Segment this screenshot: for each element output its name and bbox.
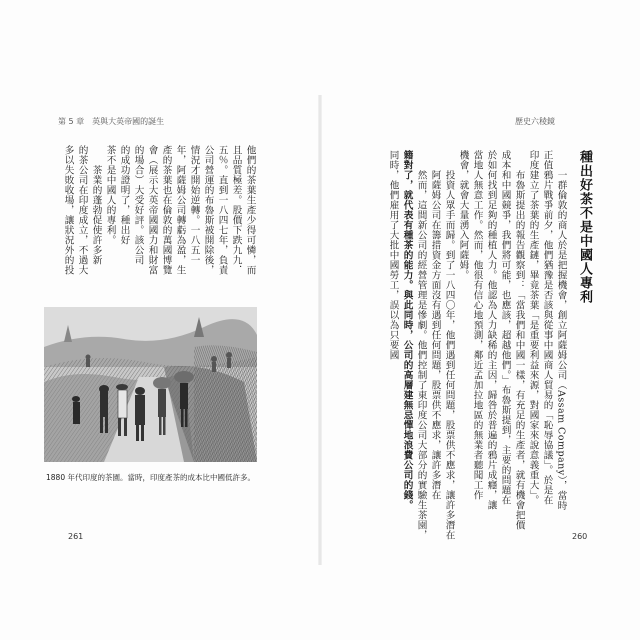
right-text-column: 正值鴉片戰爭前夕，他們猶豫是否該與從事中國商人貿易的「恥辱協議」。於是在 <box>541 150 553 506</box>
tea-plantation-engraving-icon <box>44 307 257 462</box>
right-text-column: 籍對了，就代表有種茶的能力。與此同時，公司的高層建無忌憚地浪費公司的錢。 <box>401 150 413 510</box>
right-text-column: 投資人眾手而歸。到了一八四〇年，他們遇到任何問題，股票供不應求，讓許多潛在 <box>443 150 455 540</box>
left-text-column: 的場合）大受好評。該公司 <box>132 145 144 265</box>
left-text-column: 且品質極差。股價下跌九九． <box>230 145 242 275</box>
section-title: 種出好茶不是中國人專利 <box>577 150 592 304</box>
right-text-column: 機會，就會大量湧入阿薩姆。 <box>457 150 469 280</box>
right-text-column: 同時，他們雇用了大批中國勞工，誤以為只要國 <box>387 150 399 360</box>
left-text-column: 情況才開始逆轉。一八五一 <box>188 145 200 265</box>
left-text-column: 多以失敗收場，讓狀況外的投 <box>62 145 74 275</box>
left-text-column: 公司營運的布魯斯被開除後， <box>202 145 214 275</box>
left-text-column: 年，阿薩姆公司轉虧為盈，生 <box>174 145 186 275</box>
right-text-column: 然而，這間新公司的經營管理是慘劇。他們控制了東印度公司大部分的實驗生茶園， <box>415 150 427 540</box>
left-text-column: 產的茶葉也在倫敦的萬國博覽 <box>160 145 172 275</box>
book-gutter <box>318 95 322 565</box>
left-text-column: 的成功證明了，種出好 <box>118 145 130 245</box>
right-text-column: 當地人無意工作。然而，他很有信心地預測，鄰近孟加拉地區的無業者聽聞工作 <box>471 150 483 500</box>
figure-caption: 1880 年代印度的茶園。當時，印度產茶的成本比中國低許多。 <box>46 473 255 482</box>
left-text-column: 他們的茶葉生產少得可憐，而 <box>244 145 256 275</box>
left-text-column: 的茶公司在印度成立，不過大 <box>76 145 88 275</box>
right-text-column: 一群倫敦的商人於是把握機會，創立阿薩姆公司（Assam Company），當時 <box>555 150 567 511</box>
right-running-head: 歷史六稜鏡 <box>515 117 555 126</box>
right-text-column: 成本和中國競爭，我們將可能，也應該，超越他們。」布魯斯提到，主要的問題在 <box>499 150 511 506</box>
left-text-column: 茶不是中國人的專利。 <box>104 145 116 245</box>
left-text-column: 五％。直到一八四七年，負責 <box>216 145 228 275</box>
right-page-number: 260 <box>572 532 588 541</box>
right-text-column: 布魯斯提出的報告觀察到：「當我們和中國一樣，有充足的生產者，就有機會把價 <box>513 150 525 530</box>
right-text-column: 阿薩姆公司在籌措資金方面沒有遇到任何問題，股票供不應求，讓許多潛在 <box>429 150 441 500</box>
right-text-column: 印度建立了茶葉的生產鏈，畢竟茶葉「是重要利益來源，對國家來說意義重大」。 <box>527 150 539 506</box>
left-page-number: 261 <box>68 532 84 541</box>
right-text-column: 於如何找到足夠的種植人力。他認為人力缺稀的主因，歸咎於普遍的鴉片成癮，讓 <box>485 150 497 510</box>
left-running-head: 第 5 章 英與大英帝國的誕生 <box>58 117 165 126</box>
left-text-column: 會（展示大英帝國國力和財富 <box>146 145 158 275</box>
left-text-column: 茶業的蓬勃促使許多新 <box>90 145 102 265</box>
